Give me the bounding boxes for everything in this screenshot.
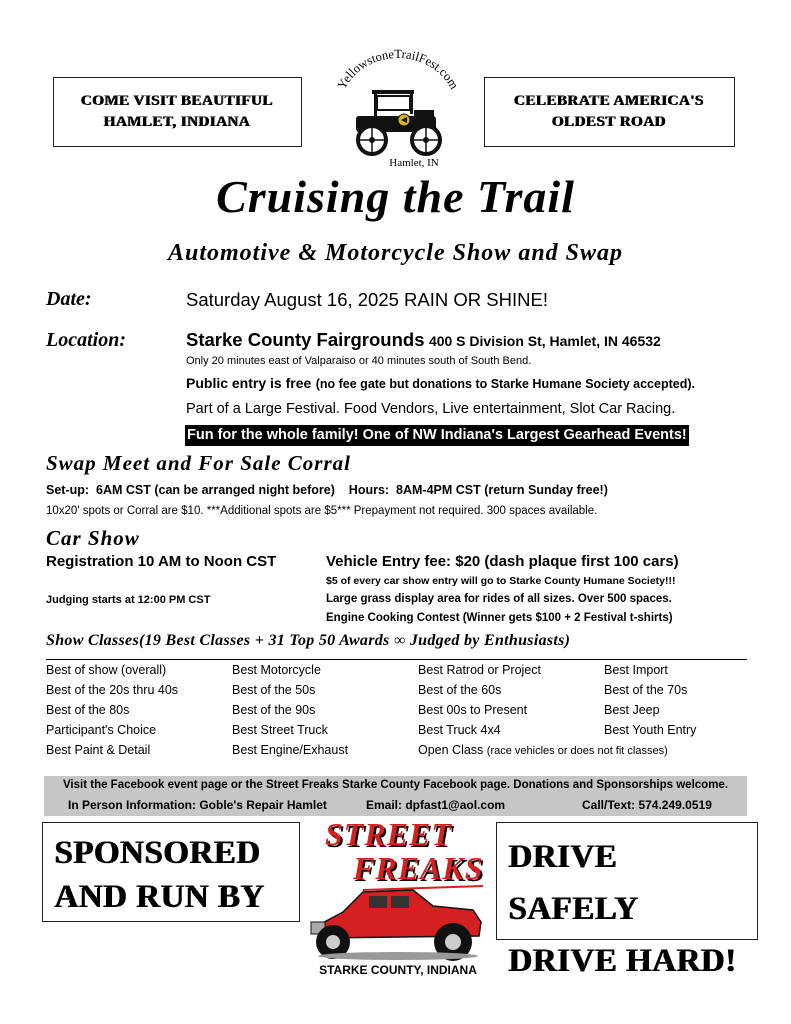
bottom-left-banner xyxy=(42,822,300,922)
class-cell: Best Ratrod or Project xyxy=(418,663,541,677)
swap-heading: Swap Meet and For Sale Corral xyxy=(46,451,351,475)
class-cell: Best of the 70s xyxy=(604,683,688,697)
top-right-banner xyxy=(484,77,735,147)
class-cell: Best Paint & Detail xyxy=(46,743,151,757)
date-label: Date: xyxy=(46,288,92,310)
display-text: Large grass display area for rides of all sizes. Over 500 spaces. xyxy=(326,593,672,605)
class-cell: Best of the 50s xyxy=(232,683,316,697)
car-show-heading: Car Show xyxy=(46,526,140,550)
class-cell: Best Import xyxy=(604,663,668,677)
swap-spots: 10x20' spots or Corral are $10. ***Additional spots are $5*** Prepayment not required. 300 spaces available. xyxy=(46,505,598,517)
banner-line: OLDEST ROAD xyxy=(552,114,667,130)
top-left-banner xyxy=(53,77,302,147)
class-cell: Best Engine/Exhaust xyxy=(232,743,349,757)
info-line1: Visit the Facebook event page or the Street Freaks Starke County Facebook page. Donations and Sponsorships welcome. xyxy=(62,779,729,791)
entry-fee-text: Vehicle Entry fee: $20 (dash plaque first 100 cars) xyxy=(326,553,679,570)
cooking-text: Engine Cooking Contest (Winner gets $100 + 2 Festival t-shirts) xyxy=(326,612,673,624)
entry-line xyxy=(186,375,695,393)
banner-line: DRIVE HARD! xyxy=(509,943,738,979)
table-row xyxy=(46,700,746,720)
table-row xyxy=(46,680,746,700)
in-person-info: In Person Information: Goble's Repair Hamlet xyxy=(68,798,327,812)
page-subtitle: Automotive & Motorcycle Show and Swap xyxy=(167,240,624,266)
info-bar xyxy=(44,776,747,816)
highlight-banner: Fun for the whole family! One of NW Indiana's Largest Gearhead Events! xyxy=(185,425,689,446)
classes-heading: Show Classes(19 Best Classes + 31 Top 50 Awards ∞ Judged by Enthusiasts) xyxy=(46,632,571,649)
class-cell: Best Youth Entry xyxy=(604,723,697,737)
street-freaks-line2: FREAKS xyxy=(353,850,484,886)
location-label: Location: xyxy=(46,329,126,351)
class-cell: Best Motorcycle xyxy=(232,663,321,677)
open-class-note: (race vehicles or does not fit classes) xyxy=(486,745,668,757)
banner-line: COME VISIT BEAUTIFUL xyxy=(81,93,274,109)
entry-free: Public entry is free xyxy=(186,375,312,391)
banner-line: AND RUN BY xyxy=(55,879,266,915)
class-cell: Best Truck 4x4 xyxy=(418,723,501,737)
hotrod-car-icon xyxy=(303,882,493,962)
class-cell: Best of show (overall) xyxy=(46,663,167,677)
open-class-label: Open Class xyxy=(418,743,484,757)
classes-table xyxy=(46,660,746,760)
svg-text:YellowstoneTrailFest.com xyxy=(335,48,462,92)
registration-text: Registration 10 AM to Noon CST xyxy=(46,553,277,570)
street-freaks-caption: STARKE COUNTY, INDIANA xyxy=(319,963,477,977)
location-venue-line xyxy=(186,329,661,351)
entry-note: (no fee gate but donations to Starke Humane Society accepted). xyxy=(315,377,695,391)
street-freaks-line1: STREET xyxy=(325,816,452,852)
class-cell: Best 00s to Present xyxy=(418,703,528,717)
swap-setup: Set-up: 6AM CST (can be arranged night before) Hours: 8AM-4PM CST (return Sunday free!) xyxy=(46,483,608,497)
class-cell: Participant's Choice xyxy=(46,723,157,737)
class-cell-open xyxy=(418,740,746,760)
banner-line: HAMLET, INDIANA xyxy=(104,114,251,130)
class-cell: Best of the 20s thru 40s xyxy=(46,683,179,697)
logo-bottom-text: Hamlet, IN xyxy=(389,157,439,169)
table-row xyxy=(46,720,746,740)
email-text: Email: dpfast1@aol.com xyxy=(366,798,506,812)
logo-arc-text: YellowstoneTrailFest.com xyxy=(334,48,462,92)
yellowstone-trail-logo xyxy=(322,48,472,173)
humane-text: $5 of every car show entry will go to Starke County Humane Society!!! xyxy=(326,575,676,587)
directions-text: Only 20 minutes east of Valparaiso or 40 minutes south of South Bend. xyxy=(186,355,532,367)
festival-text: Part of a Large Festival. Food Vendors, Live entertainment, Slot Car Racing. xyxy=(186,401,676,417)
venue-name: Starke County Fairgrounds xyxy=(186,329,425,350)
class-cell: Best Jeep xyxy=(604,703,660,717)
class-cell: Best of the 90s xyxy=(232,703,316,717)
table-row xyxy=(46,660,746,680)
date-value: Saturday August 16, 2025 RAIN OR SHINE! xyxy=(186,289,548,310)
table-row xyxy=(46,740,746,760)
judging-text: Judging starts at 12:00 PM CST xyxy=(46,594,211,606)
banner-line: SPONSORED xyxy=(55,835,262,871)
phone-text: Call/Text: 574.249.0519 xyxy=(582,798,712,812)
bottom-right-banner xyxy=(496,822,758,979)
banner-line: CELEBRATE AMERICA'S xyxy=(514,93,705,109)
banner-line: DRIVE SAFELY xyxy=(509,839,640,927)
street-freaks-logo xyxy=(303,812,493,982)
class-cell: Best of the 80s xyxy=(46,703,130,717)
page-title: Cruising the Trail xyxy=(216,171,575,222)
venue-address: 400 S Division St, Hamlet, IN 46532 xyxy=(428,333,661,349)
class-cell: Best of the 60s xyxy=(418,683,502,697)
class-cell: Best Street Truck xyxy=(232,723,328,737)
